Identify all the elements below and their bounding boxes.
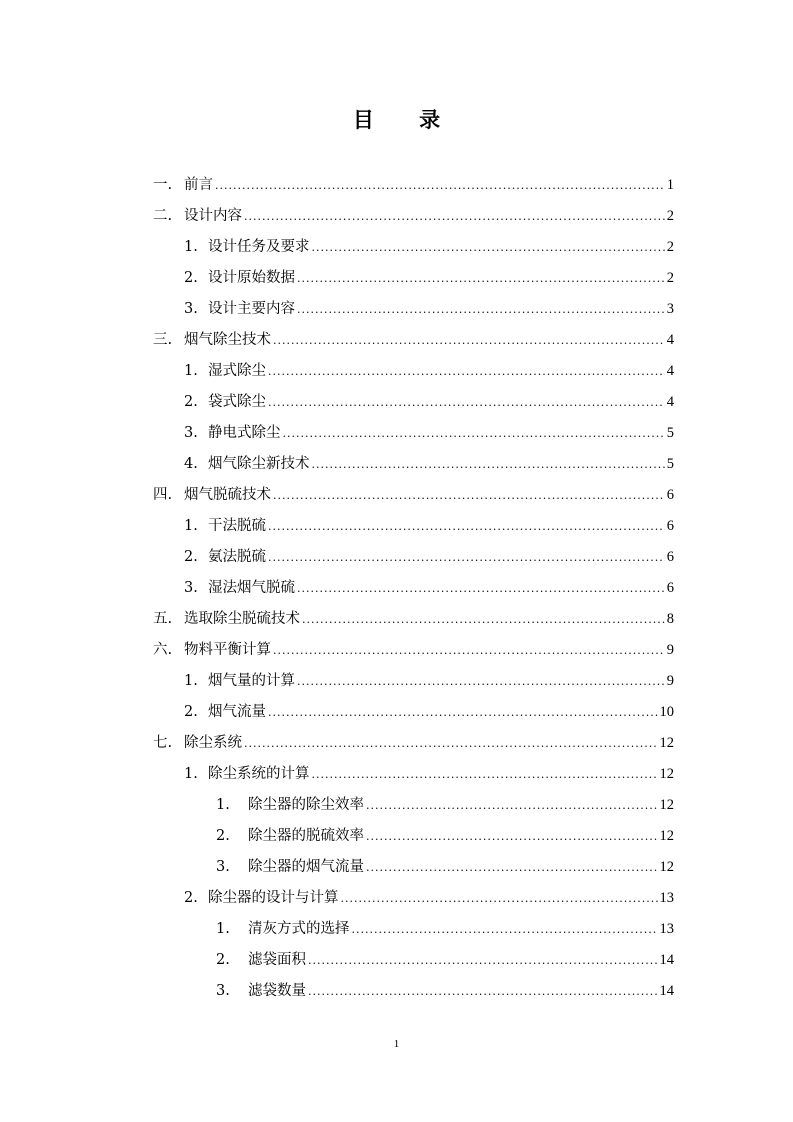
toc-leader-dots <box>273 635 665 666</box>
toc-entry[interactable] <box>153 635 674 666</box>
toc-entry-number: 2. <box>216 952 230 968</box>
toc-entry-number: 2. <box>184 704 198 720</box>
toc-entry-page: 2 <box>666 208 674 224</box>
toc-leader-dots <box>366 821 658 852</box>
toc-entry-page: 13 <box>659 890 674 906</box>
toc-entry-page: 14 <box>659 952 674 968</box>
toc-leader-dots <box>268 511 665 542</box>
toc-leader-dots <box>297 666 665 697</box>
toc-entry[interactable] <box>184 883 674 914</box>
toc-entry-title: 烟气流量 <box>208 704 266 720</box>
toc-entry-page: 12 <box>659 735 674 751</box>
toc-entry[interactable] <box>184 759 674 790</box>
toc-entry-title: 除尘系统 <box>184 735 242 751</box>
toc-entry[interactable] <box>184 387 674 418</box>
toc-leader-dots <box>273 325 665 356</box>
toc-entry-page: 1 <box>666 177 674 193</box>
toc-leader-dots <box>268 697 658 728</box>
toc-entry[interactable] <box>153 170 674 201</box>
toc-entry-page: 14 <box>659 983 674 999</box>
toc-entry-title: 干法脱硫 <box>208 518 266 534</box>
toc-entry-title: 选取除尘脱硫技术 <box>184 611 300 627</box>
toc-leader-dots <box>312 759 658 790</box>
toc-entry[interactable] <box>184 666 674 697</box>
toc-entry-title: 滤袋面积 <box>248 952 306 968</box>
toc-entry-number: 二. <box>153 208 173 224</box>
toc-entry-page: 6 <box>666 487 674 503</box>
toc-entry-title: 静电式除尘 <box>208 425 281 441</box>
toc-entry-title: 氨法脱硫 <box>208 549 266 565</box>
toc-leader-dots <box>297 573 665 604</box>
toc-entry-title: 除尘系统的计算 <box>208 766 310 782</box>
toc-leader-dots <box>268 387 665 418</box>
toc-entry[interactable] <box>184 573 674 604</box>
toc-entry-number: 四. <box>153 487 173 503</box>
toc-entry[interactable] <box>184 418 674 449</box>
toc-entry[interactable] <box>216 790 674 821</box>
toc-entry-page: 4 <box>666 332 674 348</box>
toc-entry-title: 烟气量的计算 <box>208 673 295 689</box>
toc-entry-number: 一. <box>153 177 173 193</box>
toc-leader-dots <box>297 263 665 294</box>
toc-entry-page: 12 <box>659 828 674 844</box>
toc-entry-page: 2 <box>666 270 674 286</box>
toc-entry-page: 6 <box>666 580 674 596</box>
toc-entry-number: 3. <box>184 580 198 596</box>
toc-entry[interactable] <box>153 728 674 759</box>
toc-entry-page: 3 <box>666 301 674 317</box>
toc-entry-page: 4 <box>666 394 674 410</box>
toc-entry[interactable] <box>184 449 674 480</box>
toc-entry-number: 2. <box>184 890 198 906</box>
toc-entry-title: 湿法烟气脱硫 <box>208 580 295 596</box>
toc-entry-title: 除尘器的设计与计算 <box>208 890 339 906</box>
toc-entry-title: 前言 <box>184 177 213 193</box>
toc-leader-dots <box>308 976 658 1007</box>
toc-entry-page: 2 <box>666 239 674 255</box>
toc-entry-title: 清灰方式的选择 <box>248 921 350 937</box>
toc-entry-page: 4 <box>666 363 674 379</box>
toc-entry-number: 4. <box>184 456 198 472</box>
toc-entry-number: 1. <box>184 766 198 782</box>
toc-entry[interactable] <box>184 356 674 387</box>
toc-entry-title: 湿式除尘 <box>208 363 266 379</box>
toc-leader-dots <box>308 945 658 976</box>
toc-entry-page: 12 <box>659 797 674 813</box>
toc-entry-number: 3. <box>216 983 230 999</box>
toc-entry-title: 设计任务及要求 <box>208 239 310 255</box>
toc-entry[interactable] <box>153 604 674 635</box>
toc-entry-number: 1. <box>216 797 230 813</box>
page-title: 目 录 <box>352 107 460 132</box>
toc-entry-page: 6 <box>666 549 674 565</box>
toc-leader-dots <box>244 201 665 232</box>
toc-entry-title: 设计原始数据 <box>208 270 295 286</box>
toc-entry[interactable] <box>216 821 674 852</box>
toc-entry-number: 三. <box>153 332 173 348</box>
toc-entry[interactable] <box>216 945 674 976</box>
toc-leader-dots <box>273 480 665 511</box>
toc-entry[interactable] <box>184 542 674 573</box>
toc-entry[interactable] <box>216 976 674 1007</box>
toc-entry-number: 六. <box>153 642 173 658</box>
toc-entry-title: 除尘器的除尘效率 <box>248 797 364 813</box>
toc-entry[interactable] <box>216 852 674 883</box>
toc-entry-number: 1. <box>184 673 198 689</box>
toc-entry[interactable] <box>216 914 674 945</box>
toc-entry-title: 烟气除尘技术 <box>184 332 271 348</box>
toc-entry[interactable] <box>153 325 674 356</box>
toc-entry-page: 5 <box>666 425 674 441</box>
toc-entry[interactable] <box>184 263 674 294</box>
toc-entry[interactable] <box>153 480 674 511</box>
toc-leader-dots <box>366 852 658 883</box>
toc-leader-dots <box>366 790 658 821</box>
toc-entry-page: 12 <box>659 766 674 782</box>
toc-entry[interactable] <box>184 294 674 325</box>
toc-entry-title: 除尘器的脱硫效率 <box>248 828 364 844</box>
toc-entry-title: 除尘器的烟气流量 <box>248 859 364 875</box>
toc-entry-page: 9 <box>666 642 674 658</box>
toc-entry-page: 9 <box>666 673 674 689</box>
toc-entry-page: 8 <box>666 611 674 627</box>
toc-entry-number: 2. <box>216 828 230 844</box>
toc-entry-page: 10 <box>659 704 674 720</box>
toc-leader-dots <box>312 232 665 263</box>
toc-entry-number: 2. <box>184 549 198 565</box>
toc-entry[interactable] <box>184 697 674 728</box>
toc-entry-page: 12 <box>659 859 674 875</box>
toc-entry-number: 1. <box>184 363 198 379</box>
toc-entry-number: 1. <box>184 518 198 534</box>
toc-entry[interactable] <box>153 201 674 232</box>
toc-leader-dots <box>215 170 665 201</box>
toc-entry-page: 6 <box>666 518 674 534</box>
toc-entry-number: 3. <box>184 301 198 317</box>
toc-entry[interactable] <box>184 232 674 263</box>
toc-entry-number: 3. <box>216 859 230 875</box>
page-number-footer: 1 <box>393 1038 400 1050</box>
toc-entry-page: 5 <box>666 456 674 472</box>
toc-entry-number: 1. <box>184 239 198 255</box>
toc-entry-number: 2. <box>184 394 198 410</box>
toc-leader-dots <box>268 356 665 387</box>
toc-entry-title: 滤袋数量 <box>248 983 306 999</box>
toc-leader-dots <box>312 449 665 480</box>
toc-entry-title: 袋式除尘 <box>208 394 266 410</box>
toc-entry-title: 设计主要内容 <box>208 301 295 317</box>
toc-entry-title: 烟气脱硫技术 <box>184 487 271 503</box>
toc-entry-page: 13 <box>659 921 674 937</box>
toc-entry-number: 七. <box>153 735 173 751</box>
toc-leader-dots <box>297 294 665 325</box>
toc-leader-dots <box>268 542 665 573</box>
toc-entry-title: 物料平衡计算 <box>184 642 271 658</box>
toc-entry[interactable] <box>184 511 674 542</box>
toc-leader-dots <box>341 883 658 914</box>
toc-leader-dots <box>352 914 658 945</box>
toc-entry-title: 烟气除尘新技术 <box>208 456 310 472</box>
toc-entry-number: 3. <box>184 425 198 441</box>
toc-leader-dots <box>244 728 658 759</box>
toc-entry-title: 设计内容 <box>184 208 242 224</box>
toc-entry-number: 1. <box>216 921 230 937</box>
toc-entry-number: 五. <box>153 611 173 627</box>
toc-leader-dots <box>302 604 665 635</box>
toc-entry-number: 2. <box>184 270 198 286</box>
toc-leader-dots <box>283 418 665 449</box>
